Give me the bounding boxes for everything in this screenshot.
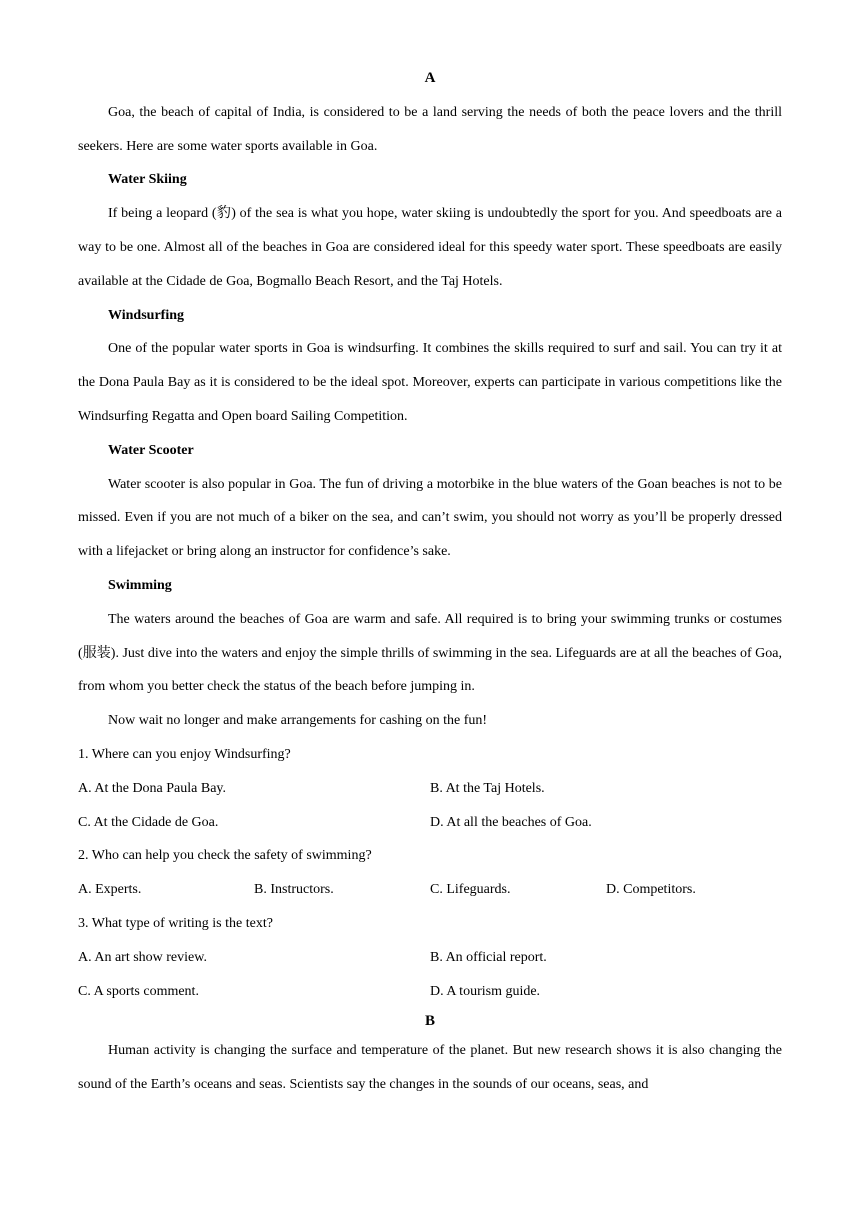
sport-heading-windsurfing: Windsurfing	[108, 307, 184, 323]
question-3-options-row-1	[78, 941, 782, 975]
question-1-stem: 1. Where can you enjoy Windsurfing?	[78, 746, 291, 762]
question-2-option-c: C. Lifeguards.	[430, 882, 511, 898]
section-a-title: A	[424, 70, 436, 86]
section-a-closing: Now wait no longer and make arrangements for cashing on the fun!	[108, 713, 488, 729]
question-2-options-row	[78, 873, 782, 907]
sport-heading-water-skiing: Water Skiing	[108, 172, 187, 188]
sport-heading-swimming: Swimming	[108, 577, 172, 593]
question-1-option-d: D. At all the beaches of Goa.	[430, 814, 592, 830]
sport-text-windsurfing: One of the popular water sports in Goa is windsurfing. It combines the skills required to surf and sail. You can try it at the Dona Paula Bay as it is considered to be the ideal spot. Moreover, experts can participate in various competitions like the Windsurfing Regatta and Open board Sailing Competition.	[78, 341, 782, 424]
section-a-intro: Goa, the beach of capital of India, is considered to be a land serving the needs of both the peace lovers and the thrill seekers. Here are some water sports available in Goa.	[78, 104, 782, 154]
question-2-option-d: D. Competitors.	[606, 882, 696, 898]
document-page	[78, 62, 782, 1102]
question-3-options-row-2	[78, 975, 782, 1009]
section-b-text: Human activity is changing the surface and temperature of the planet. But new research shows it is also changing the sound of the Earth’s oceans and seas. Scientists say the changes in the sounds of our oceans, seas, and	[78, 1043, 782, 1093]
question-1-option-c: C. At the Cidade de Goa.	[78, 814, 219, 830]
sport-text-swimming: The waters around the beaches of Goa are warm and safe. All required is to bring your swimming trunks or costumes (服装). Just dive into the waters and enjoy the simple thrills of swimming in the sea. Lifeguards are at all the beaches of Goa, from whom you better check the status of the beach before jumping in.	[78, 611, 782, 695]
question-2-option-b: B. Instructors.	[254, 882, 334, 898]
question-1-options-row-2	[78, 806, 782, 840]
sport-text-water-scooter: Water scooter is also popular in Goa. The fun of driving a motorbike in the blue waters of the Goan beaches is not to be missed. Even if you are not much of a biker on the sea, and can’t swim, you should not worry as you’ll be properly dressed with a lifejacket or bring along an instructor for confidence’s sake.	[78, 476, 782, 560]
question-1-option-a: A. At the Dona Paula Bay.	[78, 780, 227, 796]
question-3-stem: 3. What type of writing is the text?	[78, 915, 273, 931]
question-3-option-d: D. A tourism guide.	[430, 983, 541, 999]
question-1-option-b: B. At the Taj Hotels.	[430, 780, 545, 796]
question-3-option-a: A. An art show review.	[78, 949, 207, 965]
question-1-options-row-1	[78, 772, 782, 806]
section-b-title: B	[424, 1013, 435, 1030]
sport-heading-water-scooter: Water Scooter	[108, 442, 194, 458]
sport-text-water-skiing: If being a leopard (豹) of the sea is what you hope, water skiing is undoubtedly the sport for you. And speedboats are a way to be one. Almost all of the beaches in Goa are considered ideal for this speedy water sport. These speedboats are easily available at the Cidade de Goa, Bogmallo Beach Resort, and the Taj Hotels.	[78, 206, 782, 289]
question-2-stem: 2. Who can help you check the safety of swimming?	[78, 848, 372, 864]
question-2-option-a: A. Experts.	[78, 882, 142, 898]
question-3-option-b: B. An official report.	[430, 949, 547, 965]
question-3-option-c: C. A sports comment.	[78, 983, 199, 999]
